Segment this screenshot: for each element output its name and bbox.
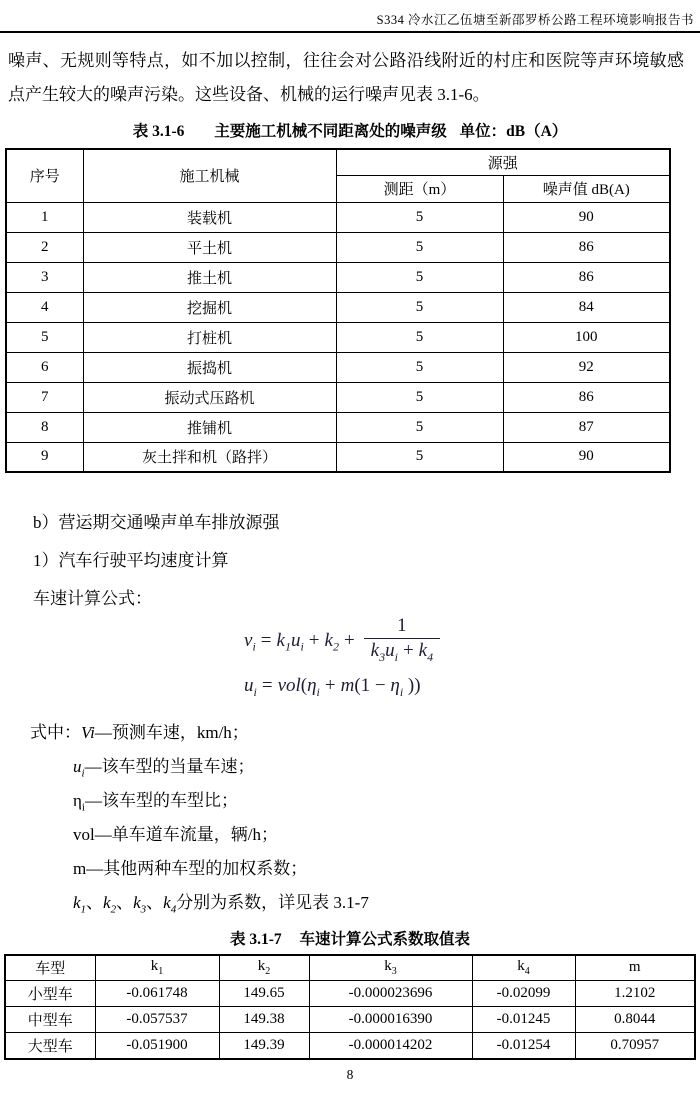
- formula-token: η: [390, 674, 400, 696]
- formula-subscript: i: [300, 639, 304, 654]
- formula-token: u: [385, 640, 395, 661]
- cell-m: 1.2102: [575, 981, 695, 1007]
- symbol-vol: vol: [73, 824, 95, 844]
- cell-distance: 5: [336, 352, 503, 382]
- cell-k2: 149.39: [219, 1033, 309, 1059]
- table-noise-caption-unit: 单位：dB（A）: [459, 123, 568, 140]
- cell-index: 6: [6, 352, 83, 382]
- formula-subscript: 1: [284, 639, 291, 654]
- definition-u: [0, 750, 700, 784]
- formula-token: u: [244, 674, 254, 696]
- cell-k4: -0.01245: [472, 1007, 575, 1033]
- symbol-k: k: [163, 892, 171, 912]
- k-subscript: 2: [265, 966, 271, 978]
- cell-vehicle: 中型车: [5, 1007, 95, 1033]
- cell-distance: 5: [336, 232, 503, 262]
- formula-token: u: [290, 629, 301, 651]
- formula-token: k: [418, 640, 428, 661]
- formula-token: )): [403, 674, 421, 696]
- cell-index: 8: [6, 412, 83, 442]
- k-subscript: 1: [158, 966, 164, 978]
- separator: 、: [146, 892, 164, 912]
- definition-text: —该车型的车型比；: [84, 790, 238, 810]
- cell-noise: 92: [503, 352, 670, 382]
- table-row: [6, 262, 670, 292]
- formula-token: k: [324, 629, 333, 651]
- formula-token: +: [324, 674, 336, 696]
- symbol-k: k: [73, 892, 81, 912]
- table-coeff-caption-text: 车速计算公式系数取值表: [299, 930, 471, 948]
- cell-vehicle: 大型车: [5, 1033, 95, 1059]
- cell-index: 2: [6, 232, 83, 262]
- formula-ui: [244, 671, 700, 707]
- table-row: [5, 981, 695, 1007]
- col-header-index: 序号: [6, 149, 83, 202]
- cell-distance: 5: [336, 442, 503, 472]
- report-header: [0, 0, 700, 33]
- formula-subscript: 2: [332, 639, 339, 654]
- table-row: [6, 442, 670, 472]
- table-row: [5, 1033, 695, 1059]
- symbol-k: k: [133, 892, 141, 912]
- k-base: k: [257, 958, 266, 975]
- formula-token: v: [244, 629, 253, 651]
- fraction-numerator: 1: [397, 615, 407, 636]
- cell-k4: -0.02099: [472, 981, 575, 1007]
- cell-k3: -0.000016390: [309, 1007, 472, 1033]
- separator: 、: [116, 892, 134, 912]
- formula-token: (: [300, 674, 308, 696]
- formula-token: m: [340, 674, 355, 696]
- cell-noise: 86: [503, 262, 670, 292]
- formula-token: +: [308, 629, 320, 651]
- cell-machine: 平土机: [83, 232, 336, 262]
- col-header-machine: 施工机械: [83, 149, 336, 202]
- formula-intro: 车速计算公式：: [33, 589, 152, 608]
- definition-k: [0, 886, 700, 920]
- cell-vehicle: 小型车: [5, 981, 95, 1007]
- cell-k2: 149.38: [219, 1007, 309, 1033]
- definition-text: —其他两种车型的加权系数；: [86, 858, 308, 878]
- col-header-vehicle: 车型: [5, 955, 95, 981]
- symbol-subscript: 3: [140, 902, 147, 915]
- k-base: k: [517, 958, 525, 975]
- cell-index: 7: [6, 382, 83, 412]
- cell-k1: -0.061748: [95, 981, 219, 1007]
- cell-index: 3: [6, 262, 83, 292]
- cell-distance: 5: [336, 292, 503, 322]
- fraction-denominator: [364, 638, 440, 669]
- table-row: [6, 382, 670, 412]
- k-subscript: 4: [524, 966, 530, 978]
- cell-k1: -0.057537: [95, 1007, 219, 1033]
- section-b-heading: b）营运期交通噪声单车排放源强: [33, 513, 280, 532]
- table-noise-header-row-1: [6, 149, 670, 175]
- formula-subscript: i: [252, 639, 256, 654]
- table-coeff-caption: [0, 927, 700, 949]
- table-row: [6, 412, 670, 442]
- formula-token: vol: [277, 674, 301, 696]
- table-coeff-caption-label: 表 3.1‐7: [229, 930, 282, 948]
- cell-machine: 打桩机: [83, 322, 336, 352]
- separator: 、: [86, 892, 104, 912]
- cell-noise: 100: [503, 322, 670, 352]
- cell-index: 1: [6, 202, 83, 232]
- page-number: 8: [346, 1067, 354, 1082]
- definition-m: [0, 852, 700, 886]
- definition-text: —该车型的当量车速；: [84, 756, 255, 776]
- k-subscript: 3: [391, 966, 397, 978]
- section-step1-heading: 1）汽车行驶平均速度计算: [33, 551, 229, 570]
- formula-token: k: [370, 640, 380, 661]
- formula-subscript: i: [316, 684, 320, 699]
- table-row: [6, 292, 670, 322]
- cell-machine: 灰土拌和机（路拌）: [83, 442, 336, 472]
- symbol-k: k: [103, 892, 111, 912]
- cell-machine: 装载机: [83, 202, 336, 232]
- formula-subscript: i: [394, 649, 398, 664]
- definition-vol: [0, 818, 700, 852]
- symbol-m: m: [73, 858, 87, 878]
- formula-subscript: i: [399, 684, 404, 699]
- cell-noise: 86: [503, 382, 670, 412]
- symbol-vi: Vi: [81, 722, 95, 742]
- variable-definitions: [0, 716, 700, 920]
- formula-subscript: 3: [379, 649, 386, 664]
- table-noise-caption: [0, 119, 700, 141]
- formula-subscript: 4: [427, 649, 434, 664]
- cell-noise: 87: [503, 412, 670, 442]
- cell-noise: 90: [503, 202, 670, 232]
- table-row: [6, 352, 670, 382]
- cell-noise: 84: [503, 292, 670, 322]
- intro-paragraph: 噪声、无规则等特点，如不加以控制，往往会对公路沿线附近的村庄和医院等声环境敏感点产生较大的噪声污染。这些设备、机械的运行噪声见表 3.1‐6。: [8, 51, 684, 104]
- definition-text: —预测车速，km/h；: [94, 722, 249, 742]
- symbol-subscript: 2: [110, 902, 117, 915]
- definition-text: 分别为系数，详见表 3.1‐7: [176, 892, 369, 912]
- cell-machine: 振捣机: [83, 352, 336, 382]
- cell-index: 5: [6, 322, 83, 352]
- table-row: [6, 322, 670, 352]
- col-header-k4: [472, 955, 575, 981]
- cell-machine: 振动式压路机: [83, 382, 336, 412]
- formula-token: =: [261, 674, 273, 696]
- cell-distance: 5: [336, 412, 503, 442]
- table-coeff-header-row: [5, 955, 695, 981]
- k-base: k: [384, 958, 392, 975]
- table-noise-caption-label: 表 3.1‐6: [132, 123, 185, 140]
- cell-machine: 推铺机: [83, 412, 336, 442]
- col-header-distance: 测距（m）: [336, 175, 503, 202]
- cell-noise: 90: [503, 442, 670, 472]
- symbol-subscript: i: [81, 766, 85, 779]
- symbol-u: u: [73, 756, 82, 776]
- cell-k1: -0.051900: [95, 1033, 219, 1059]
- col-header-noise-value: 噪声值 dB(A): [503, 175, 670, 202]
- cell-machine: 挖掘机: [83, 292, 336, 322]
- formula-fraction: [364, 614, 440, 669]
- formula-vi: [244, 614, 700, 669]
- speed-formula-block: [0, 614, 700, 707]
- cell-machine: 推土机: [83, 262, 336, 292]
- cell-index: 9: [6, 442, 83, 472]
- cell-k2: 149.65: [219, 981, 309, 1007]
- cell-distance: 5: [336, 262, 503, 292]
- definition-eta: [0, 784, 700, 818]
- cell-k4: -0.01254: [472, 1033, 575, 1059]
- table-row: [6, 232, 670, 262]
- col-header-source: 源强: [336, 149, 670, 175]
- symbol-subscript: 4: [170, 902, 177, 915]
- report-title: S334 冷水江乙伍塘至新邵罗桥公路工程环境影响报告书: [376, 13, 694, 27]
- table-row: [6, 202, 670, 232]
- table-noise-levels: [5, 148, 671, 473]
- table-row: [5, 1007, 695, 1033]
- definition-v: [0, 716, 700, 750]
- formula-token: +: [343, 629, 355, 651]
- cell-distance: 5: [336, 202, 503, 232]
- cell-index: 4: [6, 292, 83, 322]
- col-header-k3: [309, 955, 472, 981]
- k-base: k: [150, 958, 159, 975]
- col-header-k2: [219, 955, 309, 981]
- cell-k3: -0.000023696: [309, 981, 472, 1007]
- symbol-subscript: i: [81, 800, 85, 813]
- symbol-subscript: 1: [80, 902, 87, 915]
- formula-token: +: [402, 640, 414, 661]
- formula-subscript: i: [253, 684, 257, 699]
- definitions-intro: 式中：: [30, 722, 81, 742]
- definition-text: —单车道车流量，辆/h；: [94, 824, 278, 844]
- cell-distance: 5: [336, 322, 503, 352]
- cell-m: 0.70957: [575, 1033, 695, 1059]
- formula-token: η: [307, 674, 317, 696]
- table-noise-caption-text: 主要施工机械不同距离处的噪声级: [214, 123, 447, 140]
- formula-token: =: [260, 629, 272, 651]
- col-header-m: m: [575, 955, 695, 981]
- formula-token: k: [276, 629, 285, 651]
- symbol-eta: η: [73, 790, 82, 810]
- cell-noise: 86: [503, 232, 670, 262]
- cell-m: 0.8044: [575, 1007, 695, 1033]
- table-speed-coefficients: [4, 954, 696, 1060]
- cell-distance: 5: [336, 382, 503, 412]
- col-header-k1: [95, 955, 219, 981]
- cell-k3: -0.000014202: [309, 1033, 472, 1059]
- formula-token: (1 −: [354, 674, 391, 696]
